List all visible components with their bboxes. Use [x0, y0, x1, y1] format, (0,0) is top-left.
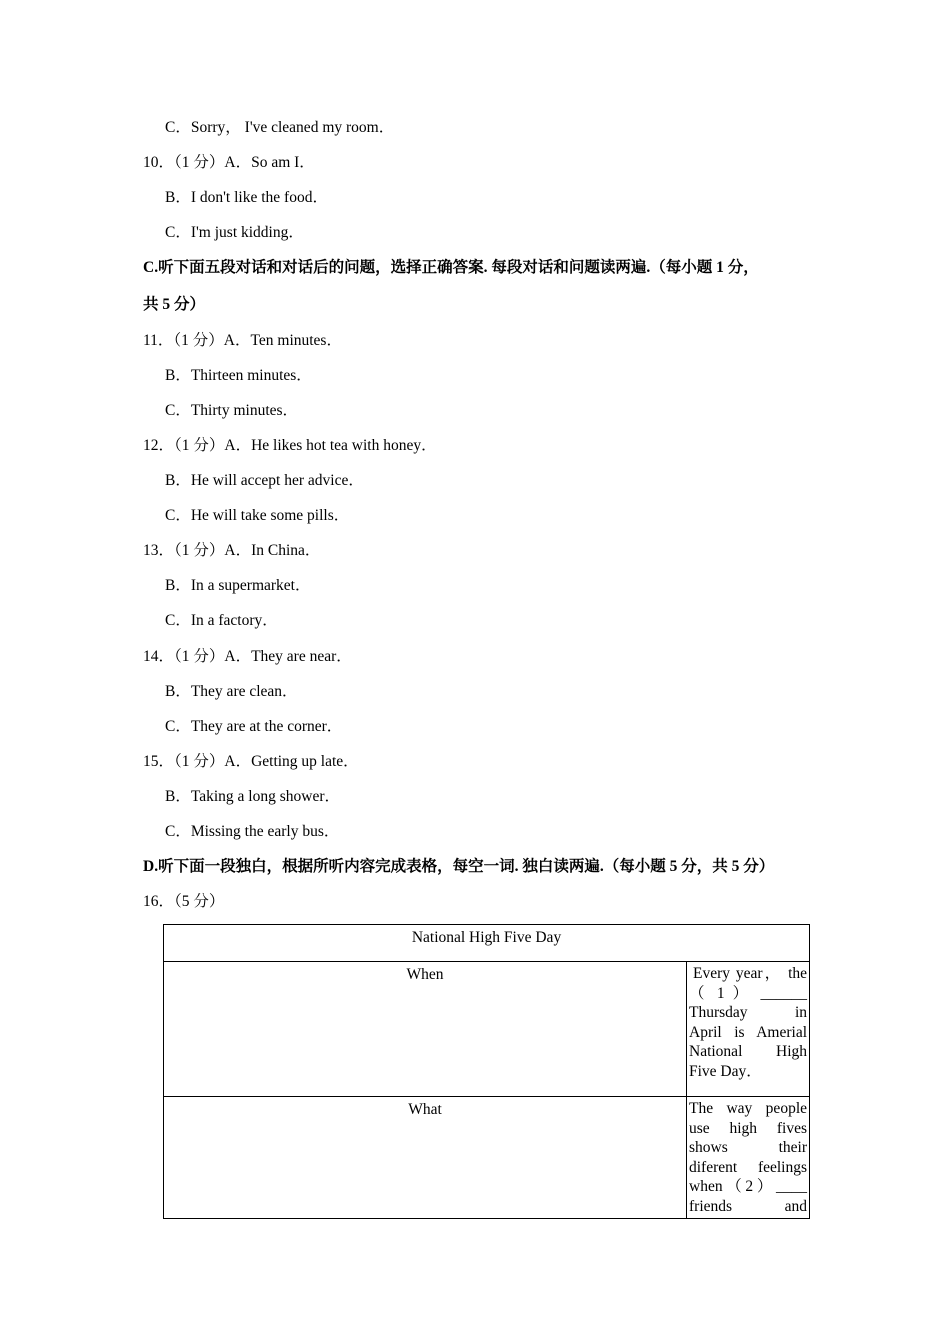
table-row [164, 925, 810, 962]
cell-line: April is Amerial [689, 1023, 808, 1041]
cell-line: The way people [689, 1100, 808, 1117]
cell-line: use high fives [689, 1119, 808, 1137]
cell-line: when（2）____ [689, 1178, 808, 1195]
cell-line: Every year， the [693, 965, 808, 982]
q12-option-a: 12．（1 分）A．He likes hot tea with honey． [143, 437, 437, 454]
q16-label: 16．（5 分） [143, 893, 225, 910]
q9-option-c: C．Sorry， I've cleaned my room． [165, 119, 395, 136]
cell-line: shows their [689, 1139, 808, 1156]
q11-option-a: 11．（1 分）A．Ten minutes． [143, 332, 342, 349]
row-label-what: What [164, 1097, 687, 1219]
row-label-when: When [164, 962, 687, 1097]
section-c-instruction: C.听下面五段对话和对话后的问题，选择正确答案. 每段对话和问题读两遍.（每小题 1 分， [143, 259, 759, 276]
q10-option-a: 10．（1 分）A．So am I． [143, 154, 315, 171]
section-c-instruction-cont: 共 5 分） [143, 296, 206, 313]
row-content-what [687, 1097, 810, 1219]
q12-option-c: C．He will take some pills． [165, 507, 350, 524]
cell-line: Thursday in [689, 1004, 808, 1021]
cell-line: diferent feelings [689, 1158, 808, 1176]
table-row [164, 1097, 810, 1219]
q13-option-c: C．In a factory． [165, 612, 278, 629]
q15-option-a: 15．（1 分）A．Getting up late． [143, 753, 359, 770]
q15-option-c: C．Missing the early bus． [165, 823, 340, 840]
q13-option-b: B．In a supermarket． [165, 577, 311, 594]
row-content-when [687, 962, 810, 1097]
cell-line: National High [689, 1043, 808, 1060]
q14-option-c: C．They are at the corner． [165, 718, 343, 735]
q14-option-b: B．They are clean． [165, 683, 298, 700]
q10-option-b: B．I don't like the food． [165, 189, 328, 206]
table-title: National High Five Day [164, 925, 810, 962]
cell-line: （ 1 ） ______ [689, 984, 808, 1002]
q14-option-a: 14．（1 分）A．They are near． [143, 648, 352, 665]
q11-option-c: C．Thirty minutes． [165, 402, 299, 419]
q15-option-b: B．Taking a long shower． [165, 788, 340, 805]
cell-line: friends and [689, 1197, 808, 1215]
table-row [164, 962, 810, 1097]
section-d-instruction: D.听下面一段独白，根据所听内容完成表格，每空一词. 独白读两遍.（每小题 5 分，共 5 分） [143, 858, 775, 875]
cell-line: Five Day． [689, 1062, 762, 1080]
q10-option-c: C．I'm just kidding． [165, 224, 304, 241]
q12-option-b: B．He will accept her advice． [165, 472, 364, 489]
q11-option-b: B．Thirteen minutes． [165, 367, 312, 384]
high-five-day-table [163, 924, 810, 1219]
q13-option-a: 13．（1 分）A．In China． [143, 542, 321, 559]
